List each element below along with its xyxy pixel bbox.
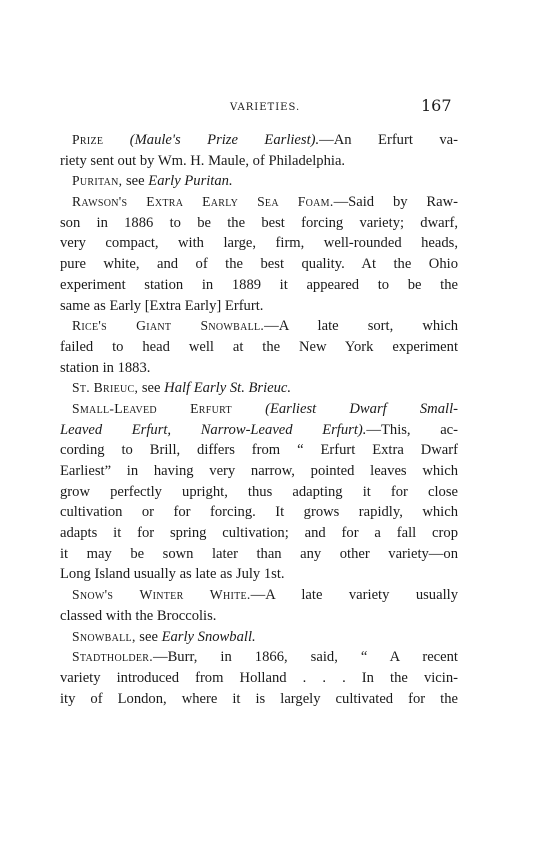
entry-name: Rawson's Extra Early Sea Foam. bbox=[72, 194, 334, 210]
text-line: son in 1886 to be the best forcing variety; dwarf, bbox=[60, 214, 458, 231]
page-number: 167 bbox=[421, 96, 452, 115]
body-text bbox=[60, 130, 458, 709]
entry-italic: Early Snowball. bbox=[161, 628, 256, 645]
text-run: —Burr, in 1866, said, “ A recent bbox=[152, 649, 458, 666]
entry-stadtholder bbox=[60, 647, 458, 668]
text-run: —A late variety usually bbox=[250, 587, 458, 604]
text-line bbox=[60, 420, 458, 441]
entry-snow bbox=[60, 585, 458, 606]
entry-snowball bbox=[60, 627, 458, 648]
text-line: Long Island usually as late as July 1st. bbox=[60, 566, 285, 583]
text-line: experiment station in 1889 it appeared to be the bbox=[60, 276, 458, 293]
entry-italic: Early Puritan. bbox=[148, 173, 233, 190]
text-line: grow perfectly upright, thus adapting it for close bbox=[60, 483, 458, 500]
text-line: Earliest” in having very narrow, pointed leaves which bbox=[60, 463, 458, 479]
entry-st-brieuc bbox=[60, 378, 458, 399]
entry-name: Snow's Winter White. bbox=[72, 587, 251, 603]
entry-puritan bbox=[60, 171, 458, 192]
entry-italic: Leaved Erfurt, Narrow-Leaved Erfurt). bbox=[60, 421, 367, 438]
entry-small-leaved bbox=[60, 399, 458, 420]
text-run: —A late sort, which bbox=[264, 318, 458, 335]
entry-name: Snowball, bbox=[72, 628, 136, 644]
entry-italic: (Earliest Dwarf Small- bbox=[265, 400, 458, 417]
entry-rice bbox=[60, 316, 458, 337]
text-line: failed to head well at the New York experiment bbox=[60, 338, 458, 355]
entry-prize bbox=[60, 130, 458, 151]
entry-name: Prize bbox=[72, 132, 104, 147]
entry-italic: Half Early St. Brieuc. bbox=[164, 380, 292, 397]
text-line: cording to Brill, differs from “ Erfurt Extra Dwarf bbox=[60, 442, 458, 459]
entry-name: Stadtholder. bbox=[72, 649, 153, 665]
text-run: —Said by Raw- bbox=[333, 194, 458, 211]
text-run: see bbox=[122, 173, 149, 190]
text-line: it may be sown later than any other variety—on bbox=[60, 545, 458, 562]
text-run: see bbox=[138, 380, 165, 397]
text-run: see bbox=[135, 628, 162, 645]
entry-rawson bbox=[60, 192, 458, 213]
page-header bbox=[0, 96, 552, 120]
text-line: classed with the Broccolis. bbox=[60, 607, 217, 624]
text-run: —An Erfurt va- bbox=[319, 132, 458, 148]
text-line: station in 1883. bbox=[60, 359, 151, 376]
entry-italic: (Maule's Prize Earliest). bbox=[129, 132, 320, 148]
text-line: ity of London, where it is largely cultivated for the bbox=[60, 690, 458, 707]
text-line: adapts it for spring cultivation; and for a fall crop bbox=[60, 525, 458, 542]
entry-name: Rice's Giant Snowball. bbox=[72, 318, 265, 334]
text-line: very compact, with large, firm, well-rounded heads, bbox=[60, 235, 458, 252]
text-run: —This, ac- bbox=[366, 421, 458, 438]
text-line: variety introduced from Holland . . . In the vicin- bbox=[60, 669, 458, 686]
text-line: cultivation or for forcing. It grows rapidly, which bbox=[60, 504, 458, 521]
entry-name: Small-Leaved Erfurt bbox=[72, 400, 232, 416]
entry-name: St. Brieuc, bbox=[72, 380, 139, 396]
text-line: pure white, and of the best quality. At the Ohio bbox=[60, 256, 458, 273]
text-line: same as Early [Extra Early] Erfurt. bbox=[60, 297, 264, 314]
text-line: riety sent out by Wm. H. Maule, of Philadelphia. bbox=[60, 152, 346, 169]
running-head: VARIETIES. bbox=[230, 102, 301, 113]
entry-name: Puritan, bbox=[72, 173, 123, 189]
